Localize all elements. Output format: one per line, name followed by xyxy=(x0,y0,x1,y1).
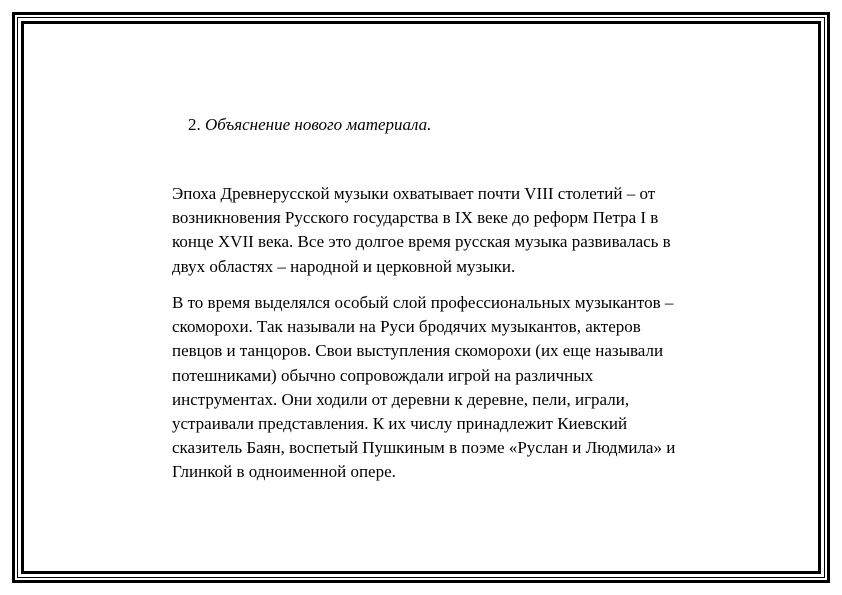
paragraph-line: возникновения Русского государства в IX веке до реформ Петра I в xyxy=(172,208,659,228)
paragraph-line: Эпоха Древнерусской музыки охватывает почти VIII столетий – от xyxy=(172,184,656,203)
paragraph-line: сказитель Баян, воспетый Пушкиным в поэме «Руслан и Людмила» и xyxy=(172,438,676,458)
paragraph-line: певцов и танцоров. Свои выступления скоморохи (их еще называли xyxy=(172,341,664,361)
paragraph-line: скоморохи. Так называли на Руси бродячих музыкантов, актеров xyxy=(172,317,641,337)
section-heading xyxy=(188,114,431,136)
section-title: Объяснение нового материала. xyxy=(205,115,432,134)
section-number: 2. xyxy=(188,115,201,134)
paragraph-line: конце XVII века. Все это долгое время русская музыка развивалась в xyxy=(172,232,671,252)
paragraph-line: инструментах. Они ходили от деревни к деревне, пели, играли, xyxy=(172,389,630,409)
paragraph-early-russian-music xyxy=(172,182,712,279)
paragraph-line: Глинкой в одноименной опере. xyxy=(172,462,396,482)
paragraph-line: двух областях – народной и церковной музыки. xyxy=(172,256,516,276)
paragraph-line: потешниками) обычно сопровождали игрой на различных xyxy=(172,365,594,385)
paragraph-line: устраивали представления. К их числу принадлежит Киевский xyxy=(172,414,628,434)
paragraph-line: В то время выделялся особый слой профессиональных музыкантов – xyxy=(172,293,674,312)
paragraph-skomorokhi xyxy=(172,291,712,485)
